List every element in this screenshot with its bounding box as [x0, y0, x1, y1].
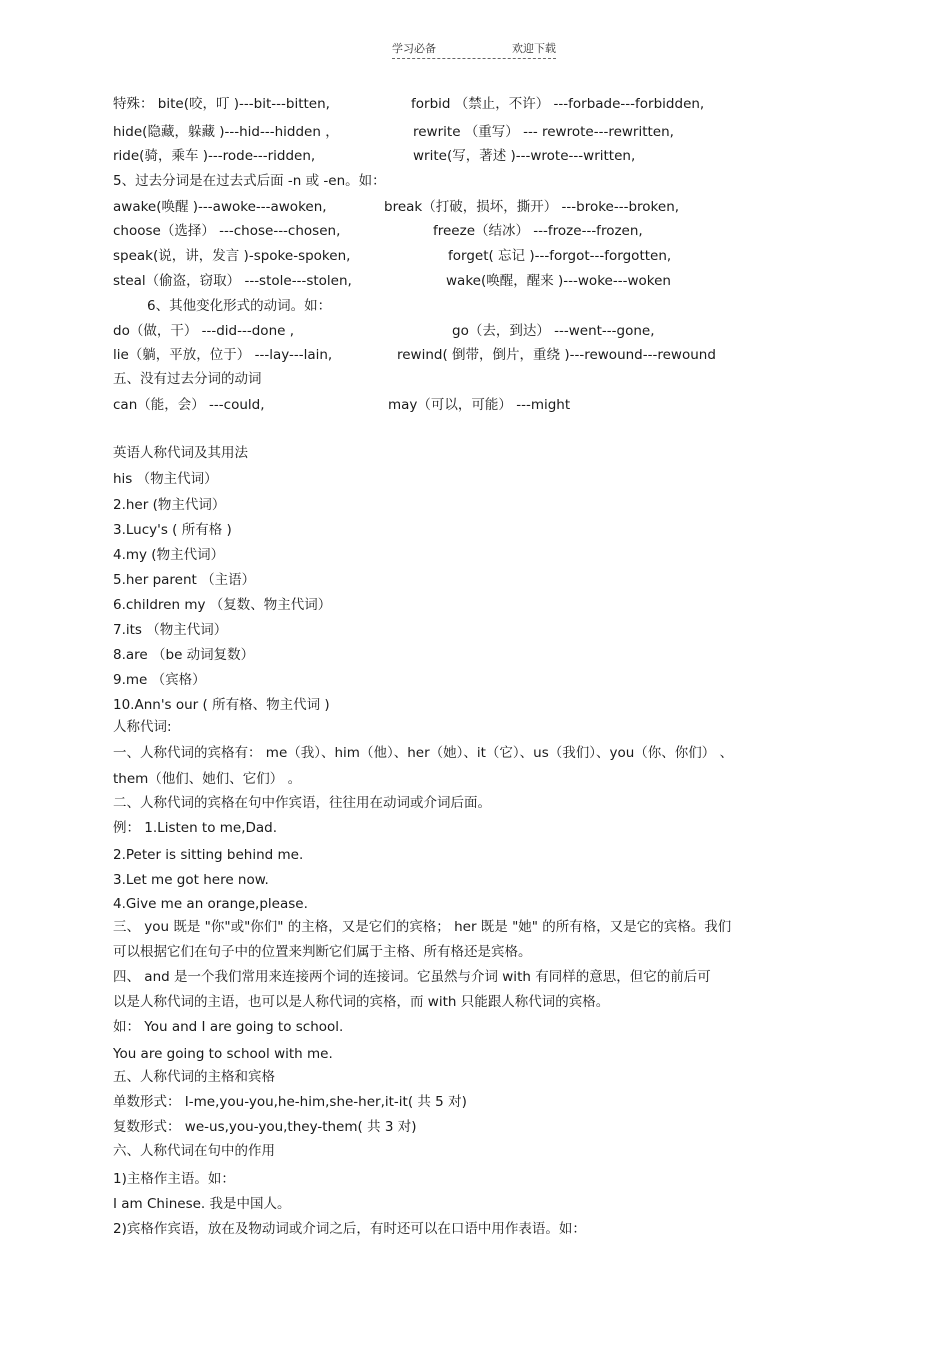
text-line: 三、 you 既是 "你"或"你们" 的主格，又是它们的宾格； her 既是 "她" 的所有格，又是它的宾格。我们	[113, 919, 732, 935]
text-line: 7.its （物主代词）	[113, 622, 228, 638]
text-line: 单数形式： I-me,you-you,he-him,she-her,it-it( 共 5 对)	[113, 1094, 467, 1110]
text-line: choose（选择） ---chose---chosen,	[113, 223, 341, 239]
text-line: 如： You and I are going to school.	[113, 1019, 344, 1035]
text-line: 8.are （be 动词复数）	[113, 647, 255, 663]
text-line: 例： 1.Listen to me,Dad.	[113, 820, 278, 836]
text-line: can（能，会） ---could,	[113, 397, 265, 413]
text-line-col2: go（去，到达） ---went---gone,	[452, 323, 655, 339]
text-line: You are going to school with me.	[113, 1046, 333, 1062]
text-line: 二、人称代词的宾格在句中作宾语，往往用在动词或介词后面。	[113, 795, 491, 811]
text-line: 五、没有过去分词的动词	[113, 371, 262, 387]
header-left-text: 学习必备	[392, 42, 436, 55]
text-line: 5、过去分词是在过去式后面 -n 或 -en。如：	[113, 173, 386, 189]
text-line: lie（躺，平放，位于） ---lay---lain,	[113, 347, 333, 363]
text-line-col2: write(写，著述 )---wrote---written,	[413, 148, 636, 164]
text-line-col2: freeze（结冰） ---froze---frozen,	[433, 223, 643, 239]
text-line: 4.my (物主代词）	[113, 547, 225, 563]
text-line: 复数形式： we-us,you-you,they-them( 共 3 对)	[113, 1119, 417, 1135]
text-line-col2: rewind( 倒带，倒片，重绕 )---rewound---rewound	[397, 347, 716, 363]
text-line: 六、人称代词在句中的作用	[113, 1143, 275, 1159]
text-line-col2: wake(唤醒，醒来 )---woke---woken	[446, 273, 671, 289]
text-line: 人称代词:	[113, 719, 172, 735]
text-line: 特殊： bite(咬，叮 )---bit---bitten,	[113, 96, 330, 112]
text-line-col2: forbid （禁止，不许） ---forbade---forbidden,	[411, 96, 705, 112]
text-line: do（做，干） ---did---done ,	[113, 323, 295, 339]
text-line: awake(唤醒 )---awoke---awoken,	[113, 199, 327, 215]
text-line: speak(说，讲，发言 )-spoke-spoken,	[113, 248, 351, 264]
header-right-text: 欢迎下载	[512, 42, 556, 55]
text-line: 3.Lucy's ( 所有格 )	[113, 522, 232, 538]
text-line: 6、其他变化形式的动词。如：	[147, 298, 332, 314]
text-line: 10.Ann's our ( 所有格、物主代词 )	[113, 697, 330, 713]
text-line: 3.Let me got here now.	[113, 872, 269, 888]
text-line: 以是人称代词的主语，也可以是人称代词的宾格，而 with 只能跟人称代词的宾格。	[113, 994, 610, 1010]
text-line: 五、人称代词的主格和宾格	[113, 1069, 275, 1085]
text-line: steal（偷盗，窃取） ---stole---stolen,	[113, 273, 352, 289]
text-line: hide(隐藏，躲藏 )---hid---hidden ，	[113, 124, 339, 140]
text-line: 4.Give me an orange,please.	[113, 896, 308, 912]
text-line: them（他们、她们、它们） 。	[113, 771, 302, 787]
text-line: 2.Peter is sitting behind me.	[113, 847, 304, 863]
text-line: 一、人称代词的宾格有： me（我）、him（他）、her（她）、it（它）、us（我们）、you（你、你们） 、	[113, 745, 734, 761]
text-line: 6.children my （复数、物主代词）	[113, 597, 332, 613]
text-line: his （物主代词）	[113, 471, 218, 487]
text-line-col2: rewrite （重写） --- rewrote---rewritten,	[413, 124, 674, 140]
text-line-col2: break（打破，损坏，撕开） ---broke---broken,	[384, 199, 680, 215]
text-line: 1)主格作主语。如：	[113, 1171, 235, 1187]
text-line: 5.her parent （主语）	[113, 572, 256, 588]
text-line: 2.her (物主代词）	[113, 497, 226, 513]
text-line-col2: forget( 忘记 )---forgot---forgotten,	[448, 248, 672, 264]
text-line: 9.me （宾格）	[113, 672, 206, 688]
text-line: ride(骑，乘车 )---rode---ridden,	[113, 148, 316, 164]
page-header	[392, 40, 556, 59]
text-line: 2)宾格作宾语，放在及物动词或介词之后，有时还可以在口语中用作表语。如：	[113, 1221, 586, 1237]
text-line: 四、 and 是一个我们常用来连接两个词的连接词。它虽然与介词 with 有同样的意思，但它的前后可	[113, 969, 711, 985]
section-heading: 英语人称代词及其用法	[113, 445, 248, 461]
text-line-col2: may（可以，可能） ---might	[388, 397, 571, 413]
text-line: I am Chinese. 我是中国人。	[113, 1196, 291, 1212]
text-line: 可以根据它们在句子中的位置来判断它们属于主格、所有格还是宾格。	[113, 944, 532, 960]
